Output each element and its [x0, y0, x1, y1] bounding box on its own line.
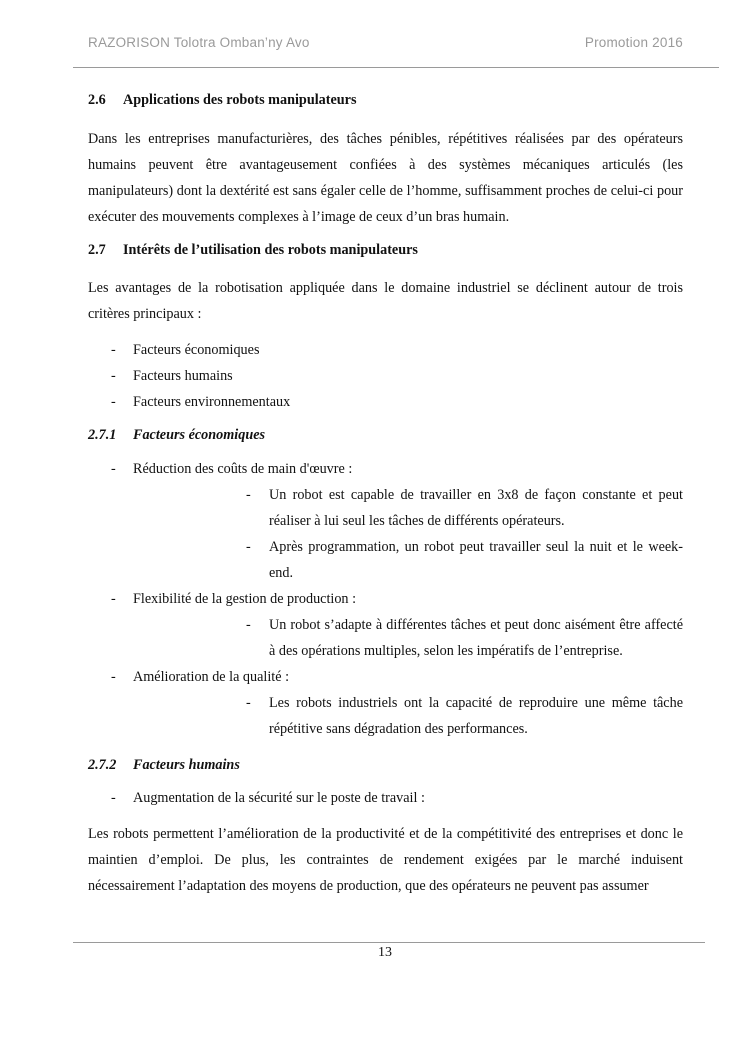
heading-title: Facteurs humains: [133, 757, 240, 773]
paragraph-2-7: Les avantages de la robotisation appliquée dans le domaine industriel se déclinent autour de trois critères principaux :: [88, 280, 683, 322]
list-item: - Facteurs humains: [88, 363, 683, 389]
paragraph-2-6: Dans les entreprises manufacturières, des tâches pénibles, répétitives réalisées par des opérateurs humains peuvent être avantageusement confiées à des systèmes mécaniques articulés (les manipulateurs) dont la dextérité est sans égaler celle de l’homme, suffisamment proches de celui-ci pour exécuter des mouvements complexes à l’image de ceux d’un bras humain.: [88, 131, 683, 225]
paragraph-2-7-2: Les robots permettent l’amélioration de la productivité et de la compétitivité des entreprises et donc le maintien d’emploi. De plus, les contraintes de rendement exigées par le marché induisent nécessairement l’adaptation des moyens de production, que des opérateurs ne peuvent pas assumer: [88, 826, 683, 894]
heading-number: 2.7: [88, 242, 106, 258]
list-item: - Facteurs environnementaux: [88, 389, 683, 415]
bullet-dash: -: [111, 790, 116, 806]
list-item: - Amélioration de la qualité :: [88, 664, 683, 690]
bullet-dash: -: [246, 695, 251, 711]
heading-title: Applications des robots manipulateurs: [123, 92, 357, 108]
sub-list-item: - Un robot s’adapte à différentes tâches et peut donc aisément être affecté à des opérations multiples, selon les impératifs de l’entreprise.: [88, 612, 683, 664]
bullet-dash: -: [111, 461, 116, 477]
heading-number: 2.7.1: [88, 427, 117, 443]
heading-2-7-2: [88, 755, 683, 775]
heading-number: 2.6: [88, 92, 106, 108]
header-author: RAZORISON Tolotra Omban’ny Avo: [88, 35, 310, 50]
running-header: [88, 35, 683, 55]
list-item: - Facteurs économiques: [88, 337, 683, 363]
sub-list-item: - Après programmation, un robot peut travailler seul la nuit et le week-end.: [88, 534, 683, 586]
bullet-dash: -: [246, 539, 251, 555]
heading-2-6: [88, 90, 683, 110]
list-item: - Flexibilité de la gestion de production :: [88, 586, 683, 612]
bullet-dash: -: [111, 342, 116, 358]
footer-divider: [73, 942, 705, 943]
page-number: 13: [378, 945, 392, 960]
bullet-dash: -: [246, 617, 251, 633]
heading-number: 2.7.2: [88, 757, 117, 773]
bullet-dash: -: [111, 368, 116, 384]
heading-2-7-1: [88, 425, 683, 445]
economic-factors-list: [88, 456, 683, 742]
bullet-dash: -: [246, 487, 251, 503]
bullet-dash: -: [111, 394, 116, 410]
bullet-dash: -: [111, 591, 116, 607]
heading-2-7: [88, 240, 683, 260]
page-body: [88, 90, 683, 899]
heading-title: Intérêts de l’utilisation des robots manipulateurs: [123, 242, 418, 258]
criteria-list: [88, 337, 683, 415]
sub-list-item: - Les robots industriels ont la capacité de reproduire une même tâche répétitive sans dégradation des performances.: [88, 690, 683, 742]
list-item: - Réduction des coûts de main d'œuvre :: [88, 456, 683, 482]
human-factors-list: [88, 785, 683, 811]
heading-title: Facteurs économiques: [133, 427, 266, 443]
bullet-dash: -: [111, 669, 116, 685]
list-item: - Augmentation de la sécurité sur le poste de travail :: [88, 785, 683, 811]
header-promotion: Promotion 2016: [584, 35, 683, 50]
sub-list-item: - Un robot est capable de travailler en 3x8 de façon constante et peut réaliser à lui seul les tâches de différents opérateurs.: [88, 482, 683, 534]
header-divider: [73, 67, 719, 68]
